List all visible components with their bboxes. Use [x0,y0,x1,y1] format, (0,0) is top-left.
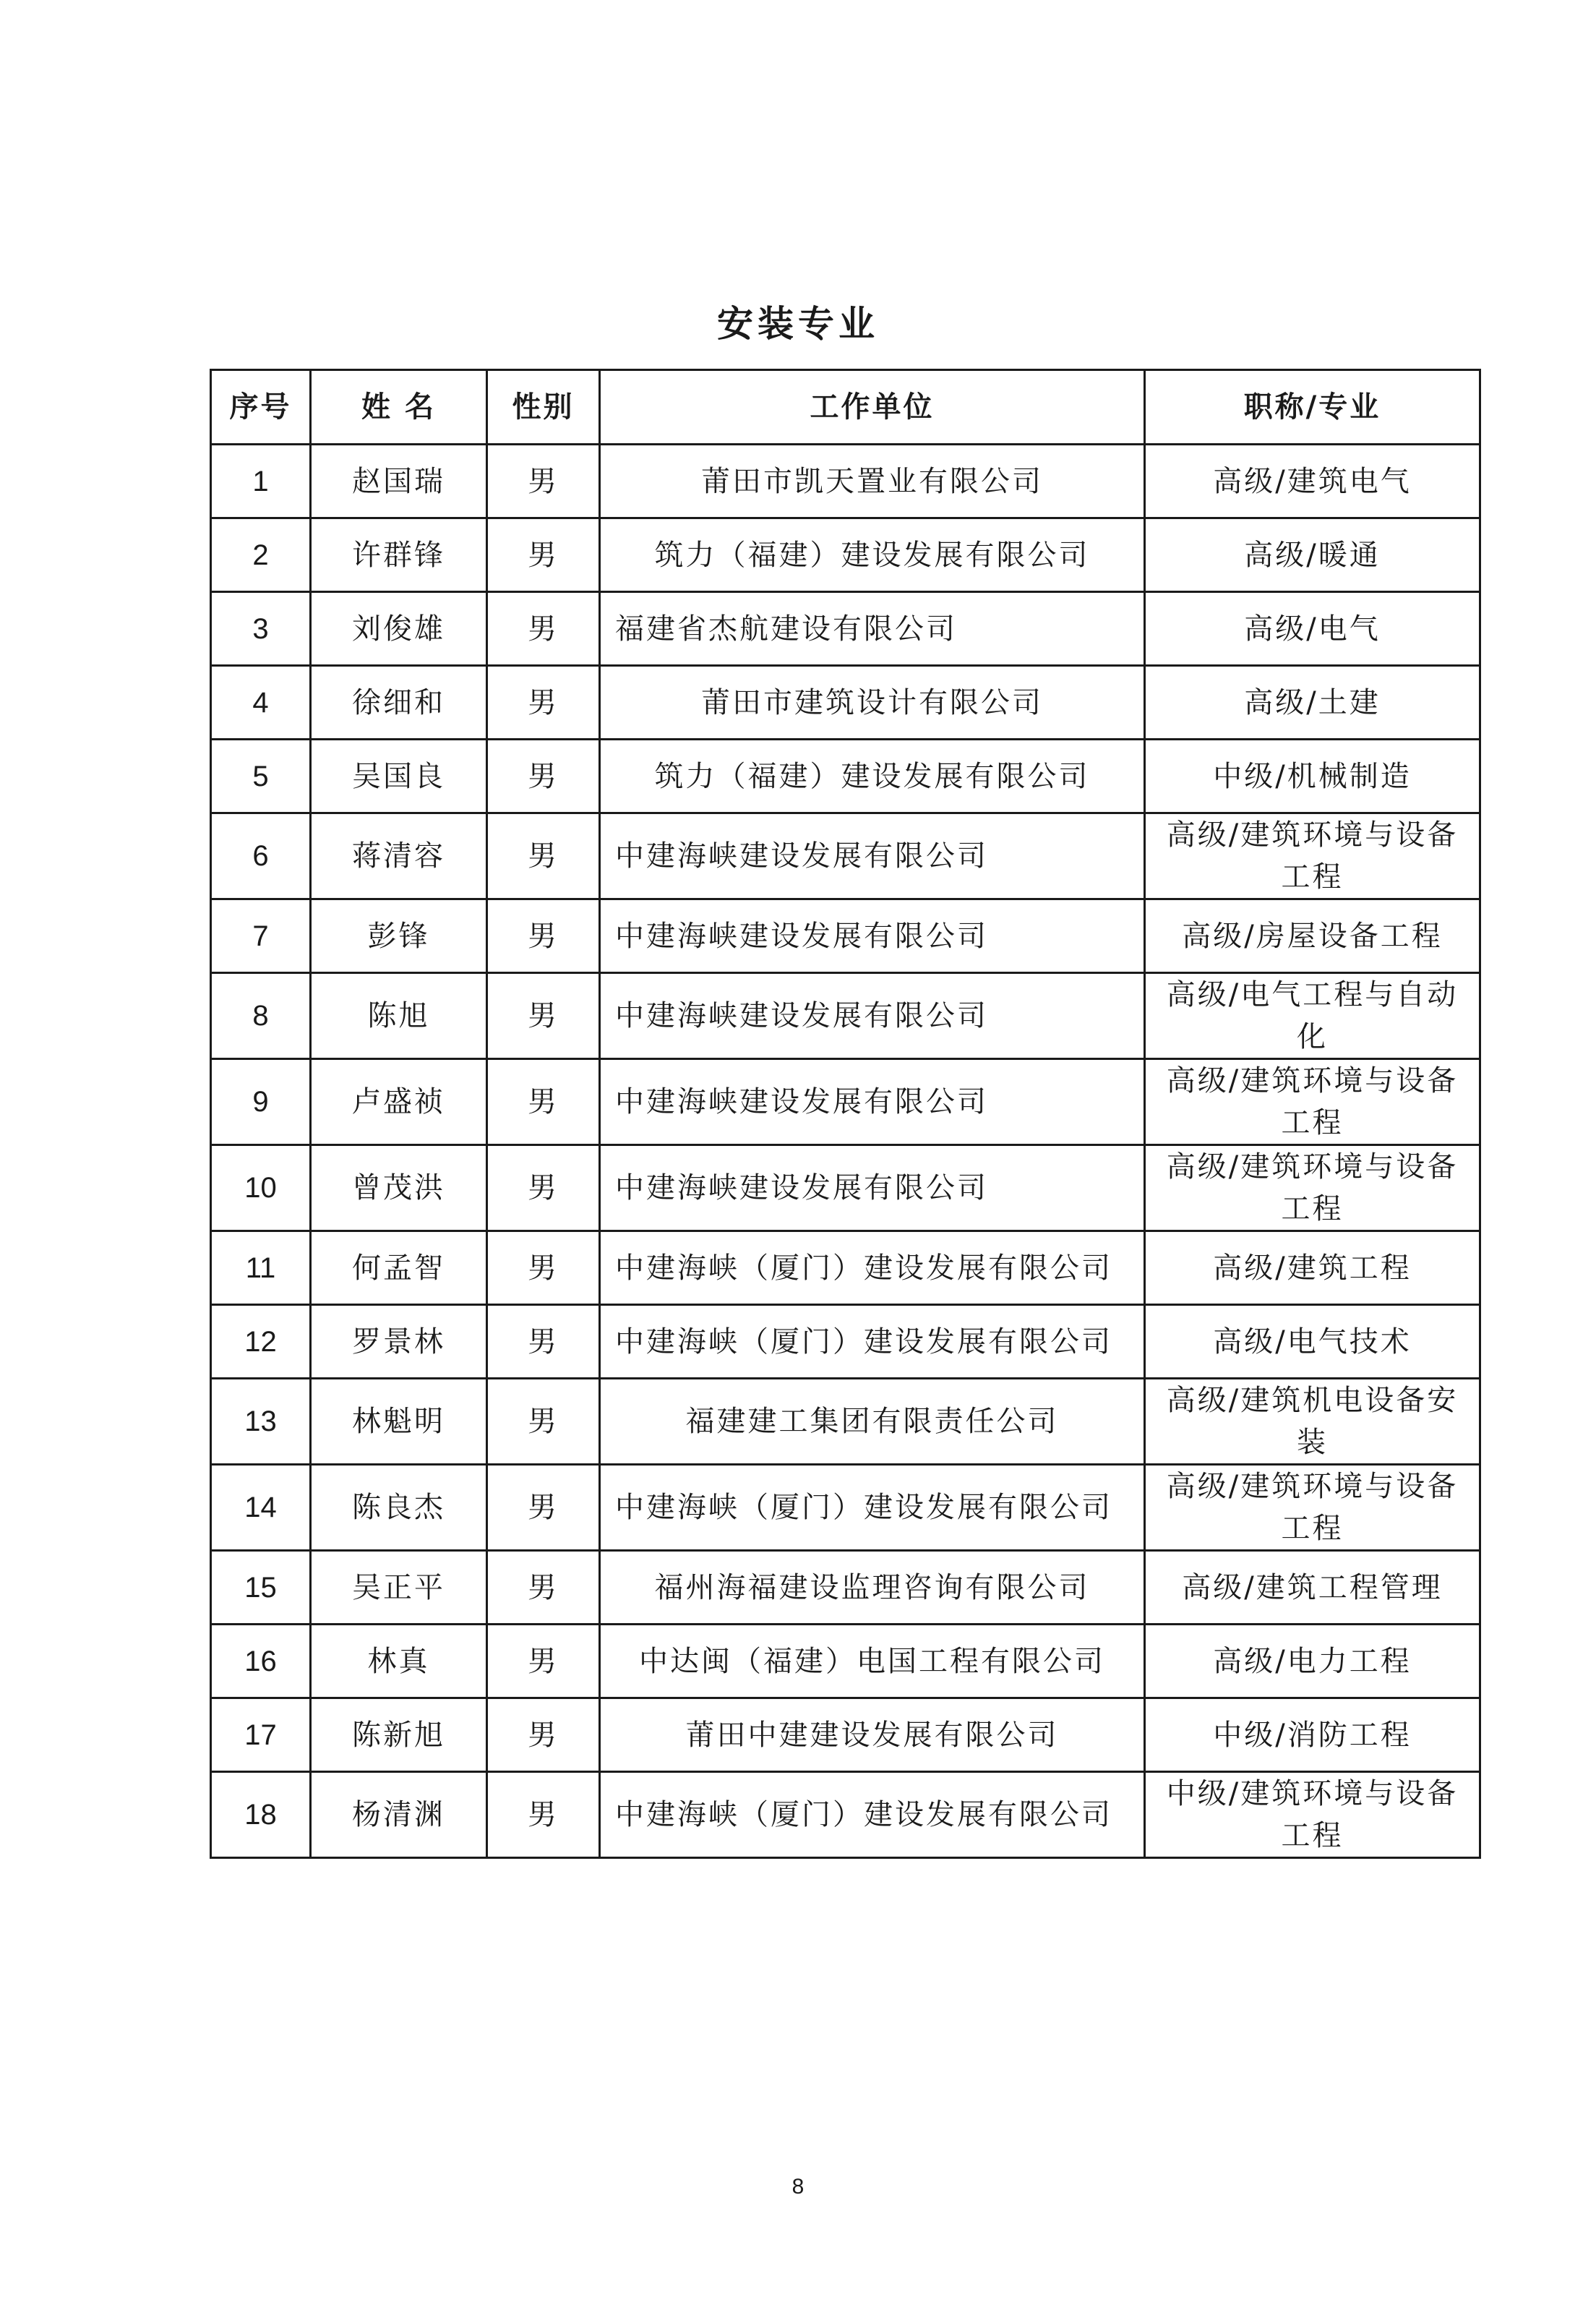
cell-unit: 中建海峡建设发展有限公司 [600,973,1145,1059]
cell-gender: 男 [487,740,600,813]
cell-unit: 筑力（福建）建设发展有限公司 [600,740,1145,813]
cell-name: 吴正平 [311,1551,487,1625]
cell-gender: 男 [487,1231,600,1305]
cell-unit: 福州海福建设监理咨询有限公司 [600,1551,1145,1625]
cell-name: 林真 [311,1625,487,1698]
cell-title: 高级/建筑环境与设备工程 [1145,813,1480,899]
cell-no: 18 [211,1772,311,1858]
cell-name: 赵国瑞 [311,445,487,518]
cell-name: 林魁明 [311,1379,487,1465]
cell-no: 9 [211,1059,311,1145]
cell-gender: 男 [487,813,600,899]
cell-title: 高级/房屋设备工程 [1145,899,1480,973]
cell-name: 彭锋 [311,899,487,973]
cell-no: 6 [211,813,311,899]
table-row [211,592,1480,666]
table-row [211,1305,1480,1379]
cell-title: 高级/电气工程与自动化 [1145,973,1480,1059]
header-unit: 工作单位 [600,370,1145,445]
cell-gender: 男 [487,1772,600,1858]
cell-unit: 莆田市建筑设计有限公司 [600,666,1145,740]
table-row [211,518,1480,592]
header-gender: 性别 [487,370,600,445]
cell-name: 陈良杰 [311,1465,487,1551]
cell-title: 高级/电气技术 [1145,1305,1480,1379]
cell-title: 高级/暖通 [1145,518,1480,592]
cell-title: 中级/机械制造 [1145,740,1480,813]
cell-gender: 男 [487,1465,600,1551]
cell-no: 8 [211,973,311,1059]
table-row [211,445,1480,518]
table-row [211,666,1480,740]
cell-unit: 中建海峡（厦门）建设发展有限公司 [600,1231,1145,1305]
cell-name: 曾茂洪 [311,1145,487,1231]
header-no: 序号 [211,370,311,445]
table-row [211,1059,1480,1145]
table-row [211,1625,1480,1698]
table-row [211,1698,1480,1772]
header-title: 职称/专业 [1145,370,1480,445]
cell-no: 17 [211,1698,311,1772]
page-title: 安装专业 [717,303,879,345]
cell-gender: 男 [487,899,600,973]
table-row [211,1379,1480,1465]
cell-name: 杨清渊 [311,1772,487,1858]
cell-unit: 莆田中建建设发展有限公司 [600,1698,1145,1772]
cell-unit: 中达闽（福建）电国工程有限公司 [600,1625,1145,1698]
cell-title: 中级/建筑环境与设备工程 [1145,1772,1480,1858]
cell-name: 吴国良 [311,740,487,813]
header-name: 姓 名 [311,370,487,445]
cell-unit: 中建海峡（厦门）建设发展有限公司 [600,1465,1145,1551]
cell-gender: 男 [487,666,600,740]
cell-title: 高级/土建 [1145,666,1480,740]
cell-title: 中级/消防工程 [1145,1698,1480,1772]
table-row [211,1231,1480,1305]
table-row [211,1551,1480,1625]
cell-title: 高级/建筑环境与设备工程 [1145,1059,1480,1145]
table-row [211,1772,1480,1858]
cell-no: 12 [211,1305,311,1379]
table-row [211,813,1480,899]
cell-name: 许群锋 [311,518,487,592]
cell-unit: 福建省杰航建设有限公司 [600,592,1145,666]
cell-no: 1 [211,445,311,518]
cell-title: 高级/建筑环境与设备工程 [1145,1145,1480,1231]
cell-unit: 莆田市凯天置业有限公司 [600,445,1145,518]
cell-gender: 男 [487,1379,600,1465]
cell-no: 16 [211,1625,311,1698]
cell-no: 2 [211,518,311,592]
table-row [211,1465,1480,1551]
cell-unit: 中建海峡建设发展有限公司 [600,1059,1145,1145]
cell-title: 高级/电气 [1145,592,1480,666]
cell-name: 罗景林 [311,1305,487,1379]
cell-gender: 男 [487,445,600,518]
cell-no: 5 [211,740,311,813]
cell-name: 卢盛祯 [311,1059,487,1145]
cell-title: 高级/建筑工程管理 [1145,1551,1480,1625]
cell-gender: 男 [487,1625,600,1698]
page-number: 8 [791,2175,805,2199]
cell-unit: 中建海峡建设发展有限公司 [600,813,1145,899]
cell-gender: 男 [487,1145,600,1231]
cell-gender: 男 [487,1551,600,1625]
cell-gender: 男 [487,1305,600,1379]
cell-unit: 中建海峡（厦门）建设发展有限公司 [600,1772,1145,1858]
cell-gender: 男 [487,973,600,1059]
table-row [211,740,1480,813]
cell-no: 10 [211,1145,311,1231]
cell-title: 高级/建筑环境与设备工程 [1145,1465,1480,1551]
table-row [211,973,1480,1059]
cell-no: 14 [211,1465,311,1551]
cell-unit: 筑力（福建）建设发展有限公司 [600,518,1145,592]
table-header-row [211,370,1480,445]
cell-gender: 男 [487,592,600,666]
cell-gender: 男 [487,518,600,592]
cell-unit: 福建建工集团有限责任公司 [600,1379,1145,1465]
cell-name: 蒋清容 [311,813,487,899]
cell-name: 刘俊雄 [311,592,487,666]
cell-title: 高级/建筑电气 [1145,445,1480,518]
cell-title: 高级/电力工程 [1145,1625,1480,1698]
cell-title: 高级/建筑工程 [1145,1231,1480,1305]
cell-unit: 中建海峡（厦门）建设发展有限公司 [600,1305,1145,1379]
cell-name: 陈新旭 [311,1698,487,1772]
cell-gender: 男 [487,1698,600,1772]
cell-unit: 中建海峡建设发展有限公司 [600,899,1145,973]
cell-name: 何孟智 [311,1231,487,1305]
cell-unit: 中建海峡建设发展有限公司 [600,1145,1145,1231]
cell-no: 11 [211,1231,311,1305]
table-row [211,1145,1480,1231]
cell-no: 4 [211,666,311,740]
cell-gender: 男 [487,1059,600,1145]
cell-no: 7 [211,899,311,973]
table-row [211,899,1480,973]
cell-name: 徐细和 [311,666,487,740]
cell-title: 高级/建筑机电设备安装 [1145,1379,1480,1465]
roster-table [210,369,1481,1859]
cell-no: 13 [211,1379,311,1465]
cell-no: 3 [211,592,311,666]
cell-no: 15 [211,1551,311,1625]
cell-name: 陈旭 [311,973,487,1059]
